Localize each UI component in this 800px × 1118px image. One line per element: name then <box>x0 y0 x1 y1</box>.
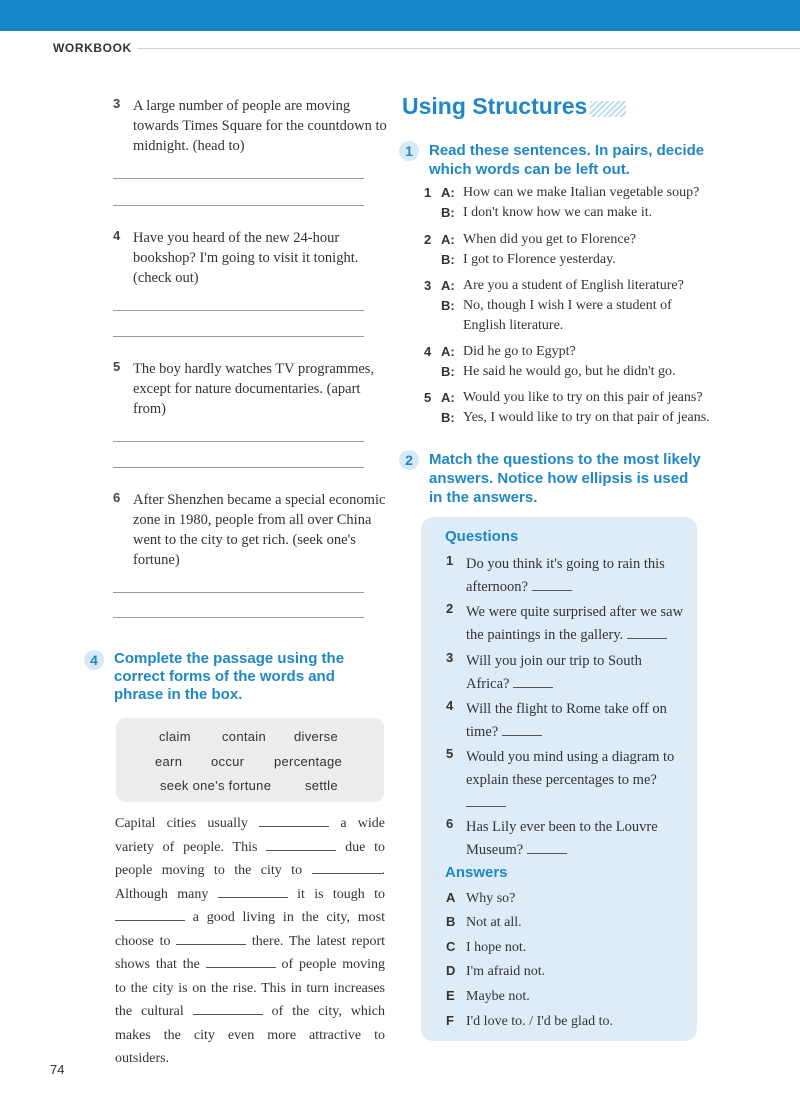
passage-text: a wide variety of people. This <box>115 816 386 855</box>
question-text: We were quite surprised after we saw the paintings in the gallery. <box>466 604 684 643</box>
answers-heading: Answers <box>445 864 508 881</box>
speaker-b-label: B: <box>441 298 455 313</box>
question-blank[interactable] <box>513 676 553 688</box>
question-number: 5 <box>446 746 454 761</box>
question-blank[interactable] <box>466 795 506 807</box>
dialogue-item <box>424 183 714 223</box>
exercise-text: The boy hardly watches TV programmes, except for nature documentaries. (apart from) <box>133 361 375 417</box>
speaker-a-label: A: <box>441 344 455 359</box>
answer-letter: D <box>446 963 456 978</box>
dialogue-line-a: Are you a student of English literature? <box>463 278 684 293</box>
question-number: 4 <box>446 698 454 713</box>
question-number: 2 <box>446 601 454 616</box>
speaker-a-label: A: <box>441 278 455 293</box>
top-color-bar <box>0 0 800 31</box>
question-number: 3 <box>446 650 454 665</box>
word-box-item: contain <box>222 729 267 744</box>
word-box-item: percentage <box>274 754 343 769</box>
dialogue-line-a: Would you like to try on this pair of jeans? <box>463 390 703 405</box>
dialogue-line-b: Yes, I would like to try on that pair of jeans. <box>463 410 710 425</box>
dialogue-item <box>424 276 714 336</box>
answer-letter: C <box>446 939 456 954</box>
dialogue-line-b: No, though I wish I were a student of English literature. <box>463 298 672 333</box>
dialogue-line-a: How can we make Italian vegetable soup? <box>463 185 700 200</box>
exercise-text: After Shenzhen became a special economic zone in 1980, people from all over China went to the city to get rich. (seek one's fortune) <box>133 492 386 568</box>
word-box-item: settle <box>305 778 338 793</box>
dialogue-item <box>424 230 714 270</box>
speaker-b-label: B: <box>441 364 455 379</box>
question-blank[interactable] <box>627 627 667 639</box>
dialogue-number: 3 <box>424 278 432 293</box>
answer-line[interactable] <box>113 336 364 337</box>
question-text: Will you join our trip to South Africa? <box>466 653 642 692</box>
dialogue-line-b: I got to Florence yesterday. <box>463 252 616 267</box>
passage-blank[interactable] <box>218 886 288 898</box>
answer-text: Not at all. <box>466 915 522 930</box>
passage-blank[interactable] <box>206 956 276 968</box>
dialogue-number: 2 <box>424 232 432 247</box>
question-blank[interactable] <box>502 724 542 736</box>
passage-text: . Although many <box>115 863 385 902</box>
exercise-number-badge: 2 <box>399 450 419 470</box>
passage-text: of the city, which makes the city even more attractive to outsiders. <box>115 1004 386 1066</box>
speaker-b-label: B: <box>441 410 455 425</box>
question-text: Has Lily ever been to the Louvre Museum? <box>466 819 658 858</box>
exercise-number: 5 <box>113 359 121 374</box>
answer-letter: F <box>446 1013 454 1028</box>
speaker-b-label: B: <box>441 252 455 267</box>
exercise-number: 6 <box>113 490 121 505</box>
exercise-text: A large number of people are moving towards Times Square for the countdown to midnight. (head to) <box>133 98 387 154</box>
dialogue-item <box>424 388 714 428</box>
passage-blank[interactable] <box>266 839 336 851</box>
answer-line[interactable] <box>113 178 364 179</box>
dialogue-number: 4 <box>424 344 432 359</box>
question-blank[interactable] <box>532 579 572 591</box>
answer-line[interactable] <box>113 467 364 468</box>
passage-blank[interactable] <box>115 909 185 921</box>
word-box-item: seek one's fortune <box>160 778 272 793</box>
exercise-instruction: Read these sentences. In pairs, decide which words can be left out. <box>429 142 705 178</box>
answer-item <box>446 1013 613 1030</box>
question-text: Will the flight to Rome take off on time? <box>466 701 667 740</box>
answer-text: Why so? <box>466 891 516 906</box>
section-number-badge: 4 <box>84 650 104 670</box>
word-box-item: claim <box>159 729 191 744</box>
passage-blank[interactable] <box>259 815 329 827</box>
answer-text: Maybe not. <box>466 989 530 1004</box>
word-box-item: diverse <box>294 729 339 744</box>
header-rule <box>137 48 800 49</box>
dialogue-line-a: When did you get to Florence? <box>463 232 637 247</box>
answer-line[interactable] <box>113 205 364 206</box>
question-number: 1 <box>446 553 454 568</box>
answer-line[interactable] <box>113 617 364 618</box>
passage <box>115 812 385 1071</box>
speaker-a-label: A: <box>441 232 455 247</box>
passage-text: a good living in the city, most choose to <box>115 910 386 949</box>
answer-line[interactable] <box>113 441 364 442</box>
answer-item <box>446 963 545 980</box>
dialogue-number: 5 <box>424 390 432 405</box>
dialogue-item <box>424 342 714 382</box>
answer-letter: A <box>446 890 456 905</box>
answer-item <box>446 939 526 956</box>
passage-blank[interactable] <box>176 933 246 945</box>
exercise-instruction: Match the questions to the most likely answers. Notice how ellipsis is used in the answers. <box>429 451 701 506</box>
answer-text: I hope not. <box>466 940 527 955</box>
answer-item <box>446 890 515 907</box>
speaker-a-label: A: <box>441 185 455 200</box>
dialogue-line-b: I don't know how we can make it. <box>463 205 653 220</box>
passage-text: Capital cities usually <box>115 816 248 831</box>
section-title: Complete the passage using the correct forms of the words and phrase in the box. <box>114 650 345 703</box>
answer-text: I'd love to. / I'd be glad to. <box>466 1014 613 1029</box>
exercise-number: 4 <box>113 228 121 243</box>
answer-item <box>446 988 530 1005</box>
answer-text: I'm afraid not. <box>466 964 546 979</box>
speaker-b-label: B: <box>441 205 455 220</box>
answer-line[interactable] <box>113 592 364 593</box>
answer-item <box>446 914 522 931</box>
exercise-number: 3 <box>113 96 121 111</box>
question-text: Would you mind using a diagram to explain these percentages to me? <box>466 749 675 788</box>
question-text: Do you think it's going to rain this afternoon? <box>466 556 665 595</box>
dialogue-line-b: He said he would go, but he didn't go. <box>463 364 676 379</box>
passage-text: there. The latest report shows that the <box>115 933 386 972</box>
passage-blank[interactable] <box>312 862 382 874</box>
page-number: 74 <box>50 1062 65 1077</box>
dialogue-number: 1 <box>424 185 432 200</box>
answer-line[interactable] <box>113 310 364 311</box>
passage-text: due to people moving to the city to <box>115 839 386 878</box>
speaker-a-label: A: <box>441 390 455 405</box>
passage-text: it is tough to <box>297 886 386 902</box>
word-box-item: occur <box>211 754 245 769</box>
header-label: WORKBOOK <box>53 41 132 55</box>
word-box-item: earn <box>155 754 183 769</box>
exercise-number-badge: 1 <box>399 141 419 161</box>
section-heading: Using Structures <box>402 93 588 119</box>
passage-blank[interactable] <box>193 1003 263 1015</box>
question-blank[interactable] <box>527 842 567 854</box>
decorative-stripes <box>590 101 626 117</box>
passage-text: of people moving to the city is on the rise. This in turn increases the cultural <box>115 957 385 1019</box>
questions-heading: Questions <box>445 528 519 545</box>
dialogue-line-a: Did he go to Egypt? <box>463 344 576 359</box>
exercise-text: Have you heard of the new 24-hour bookshop? I'm going to visit it tonight. (check out) <box>133 230 359 286</box>
question-number: 6 <box>446 816 454 831</box>
answer-letter: B <box>446 914 456 929</box>
answer-letter: E <box>446 988 455 1003</box>
